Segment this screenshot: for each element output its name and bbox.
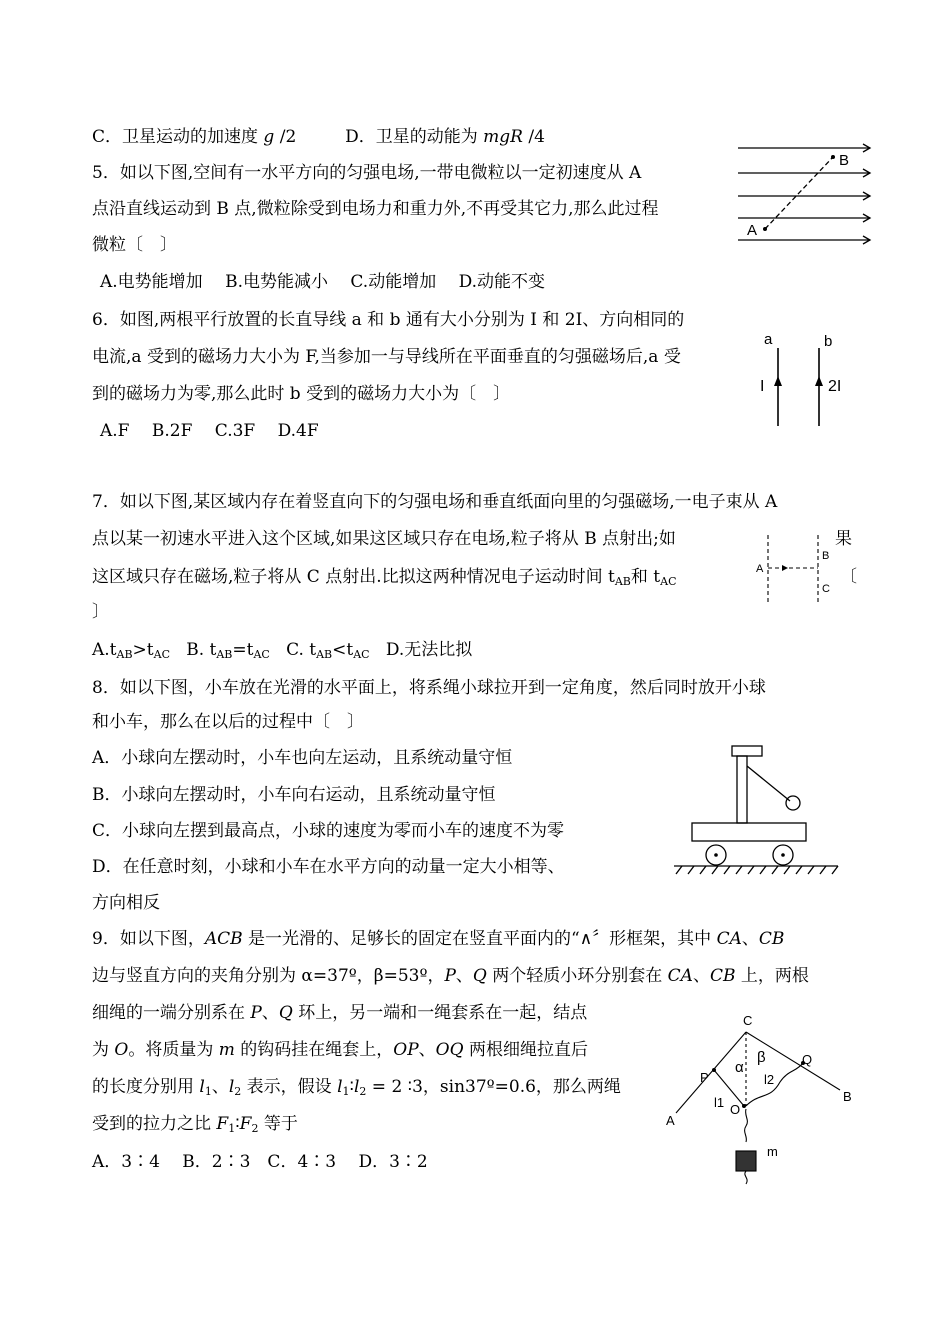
q5-line-1: 5．如以下图,空间有一水平方向的匀强电场,一带电微粒以一定初速度从 A	[92, 163, 642, 183]
q9-frame-figure	[660, 1010, 860, 1190]
q9-line-3: 细绳的一端分别系在 P、Q 环上，另一端和一绳套系在一起，结点	[92, 1003, 588, 1023]
q7-options	[92, 638, 472, 662]
q9-label-a: A	[666, 1113, 675, 1128]
q9-label-alpha: α	[735, 1059, 744, 1076]
q5-label-b: B	[839, 152, 850, 169]
q8-option-a: A．小球向左摆动时，小车也向左运动，且系统动量守恒	[92, 748, 513, 768]
q7-option-c: C. $t_{AB}<t_{AC}$	[286, 640, 370, 661]
q7-option-a: $A.t_{AB}>t_{AC}$	[92, 640, 170, 661]
q5-label-a: A	[747, 222, 758, 239]
q5-line-2: 点沿直线运动到 B 点,微粒除受到电场力和重力外,不再受其它力,那么此过程	[92, 199, 659, 219]
q9-line-4: 为 O。将质量为 m 的钩码挂在绳套上，OP、OQ 两根细绳拉直后	[92, 1040, 588, 1060]
q8-option-c: C．小球向左摆到最高点，小球的速度为零而小车的速度不为零	[92, 821, 565, 841]
q9-line-1: 9．如以下图，ACB 是一光滑的、足够长的固定在竖直平面内的“∧〞形框架，其中 CA、CB	[92, 929, 785, 949]
q4-option-c: C．卫星运动的加速度 g /2	[92, 127, 297, 147]
q6-current-b: 2I	[828, 378, 842, 395]
q9-label-b: B	[843, 1089, 852, 1104]
q5-line-3: 微粒〔 〕	[92, 235, 177, 255]
q4-option-d: D．卫星的动能为 mgR /4	[345, 127, 545, 147]
q8-option-d: D．在任意时刻，小球和小车在水平方向的动量一定大小相等、	[92, 857, 565, 877]
q8-cart-figure	[672, 738, 842, 883]
q8-line-1: 8．如以下图，小车放在光滑的水平面上，将系绳小球拉开到一定角度，然后同时放开小球	[92, 678, 766, 698]
q7-option-d: D.无法比拟	[385, 640, 473, 660]
q9-label-m: m	[767, 1144, 778, 1159]
q7-line-3: 这区域只存在磁场,粒子将从 C 点射出.比拟这两种情况电子运动时间 $t_{AB}$和 $t_{AC}$	[92, 567, 677, 588]
q6-line-1: 6．如图,两根平行放置的长直导线 a 和 b 通有大小分别为 I 和 2I、方向相同的	[92, 310, 685, 330]
q9-label-l2: l2	[764, 1072, 775, 1087]
q7-label-a: A	[756, 563, 764, 575]
q9-label-l1: l1	[714, 1095, 725, 1110]
q7-line-1: 7．如以下图,某区域内存在着竖直向下的匀强电场和垂直纸面向里的匀强磁场,一电子束从 A	[92, 492, 778, 512]
q5-options: A.电势能增加 B.电势能减小 C.动能增加 D.动能不变	[100, 272, 546, 292]
q7-region-figure	[752, 532, 832, 604]
q9-label-beta: β	[757, 1049, 766, 1066]
q8-option-d-cont: 方向相反	[92, 893, 160, 913]
q7-line-3-end: 〔	[840, 567, 857, 587]
q7-label-b: B	[822, 550, 830, 562]
q6-line-3: 到的磁场力为零,那么此时 b 受到的磁场力大小为〔 〕	[92, 384, 511, 404]
q9-line-5: 的长度分别用 $l_1$、$l_2$ 表示，假设 $l_1∶l_2 = 2$ ∶3，sin37º=0.6，那么两绳	[92, 1077, 621, 1098]
q6-wire-figure	[752, 328, 862, 433]
q8-line-2: 和小车，那么在以后的过程中〔 〕	[92, 712, 364, 732]
q6-line-2: 电流,a 受到的磁场力大小为 F,当参加一与导线所在平面垂直的匀强磁场后,a 受	[92, 347, 681, 367]
q6-current-a: I	[760, 378, 765, 395]
q7-line-4: 〕	[92, 602, 109, 622]
q7-line-2-end: 果	[835, 529, 852, 549]
q9-line-2: 边与竖直方向的夹角分别为 α=37º，β=53º，P、Q 两个轻质小环分别套在 CA、CB 上，两根	[92, 966, 809, 986]
q6-options: A.F B.2F C.3F D.4F	[100, 421, 319, 441]
q6-label-b: b	[824, 333, 833, 350]
q6-label-a: a	[764, 331, 773, 348]
q9-label-c: C	[743, 1013, 753, 1028]
q5-field-figure	[735, 140, 880, 250]
q8-option-b: B．小球向左摆动时，小车向右运动，且系统动量守恒	[92, 785, 496, 805]
q7-line-2: 点以某一初速水平进入这个区域,如果这区域只存在电场,粒子将从 B 点射出;如	[92, 529, 676, 549]
q9-label-p: P	[700, 1070, 709, 1085]
q9-label-q: Q	[802, 1052, 813, 1067]
q9-label-o: O	[730, 1102, 741, 1117]
q7-option-b: B. $t_{AB}=t_{AC}$	[186, 640, 270, 661]
q9-line-6: 受到的拉力之比 $F_1∶F_2$ 等于	[92, 1114, 298, 1135]
q9-options: A．3∶4 B．2∶3 C．4∶3 D．3∶2	[92, 1152, 428, 1172]
q7-label-c: C	[822, 583, 830, 595]
q4-options	[92, 125, 545, 149]
